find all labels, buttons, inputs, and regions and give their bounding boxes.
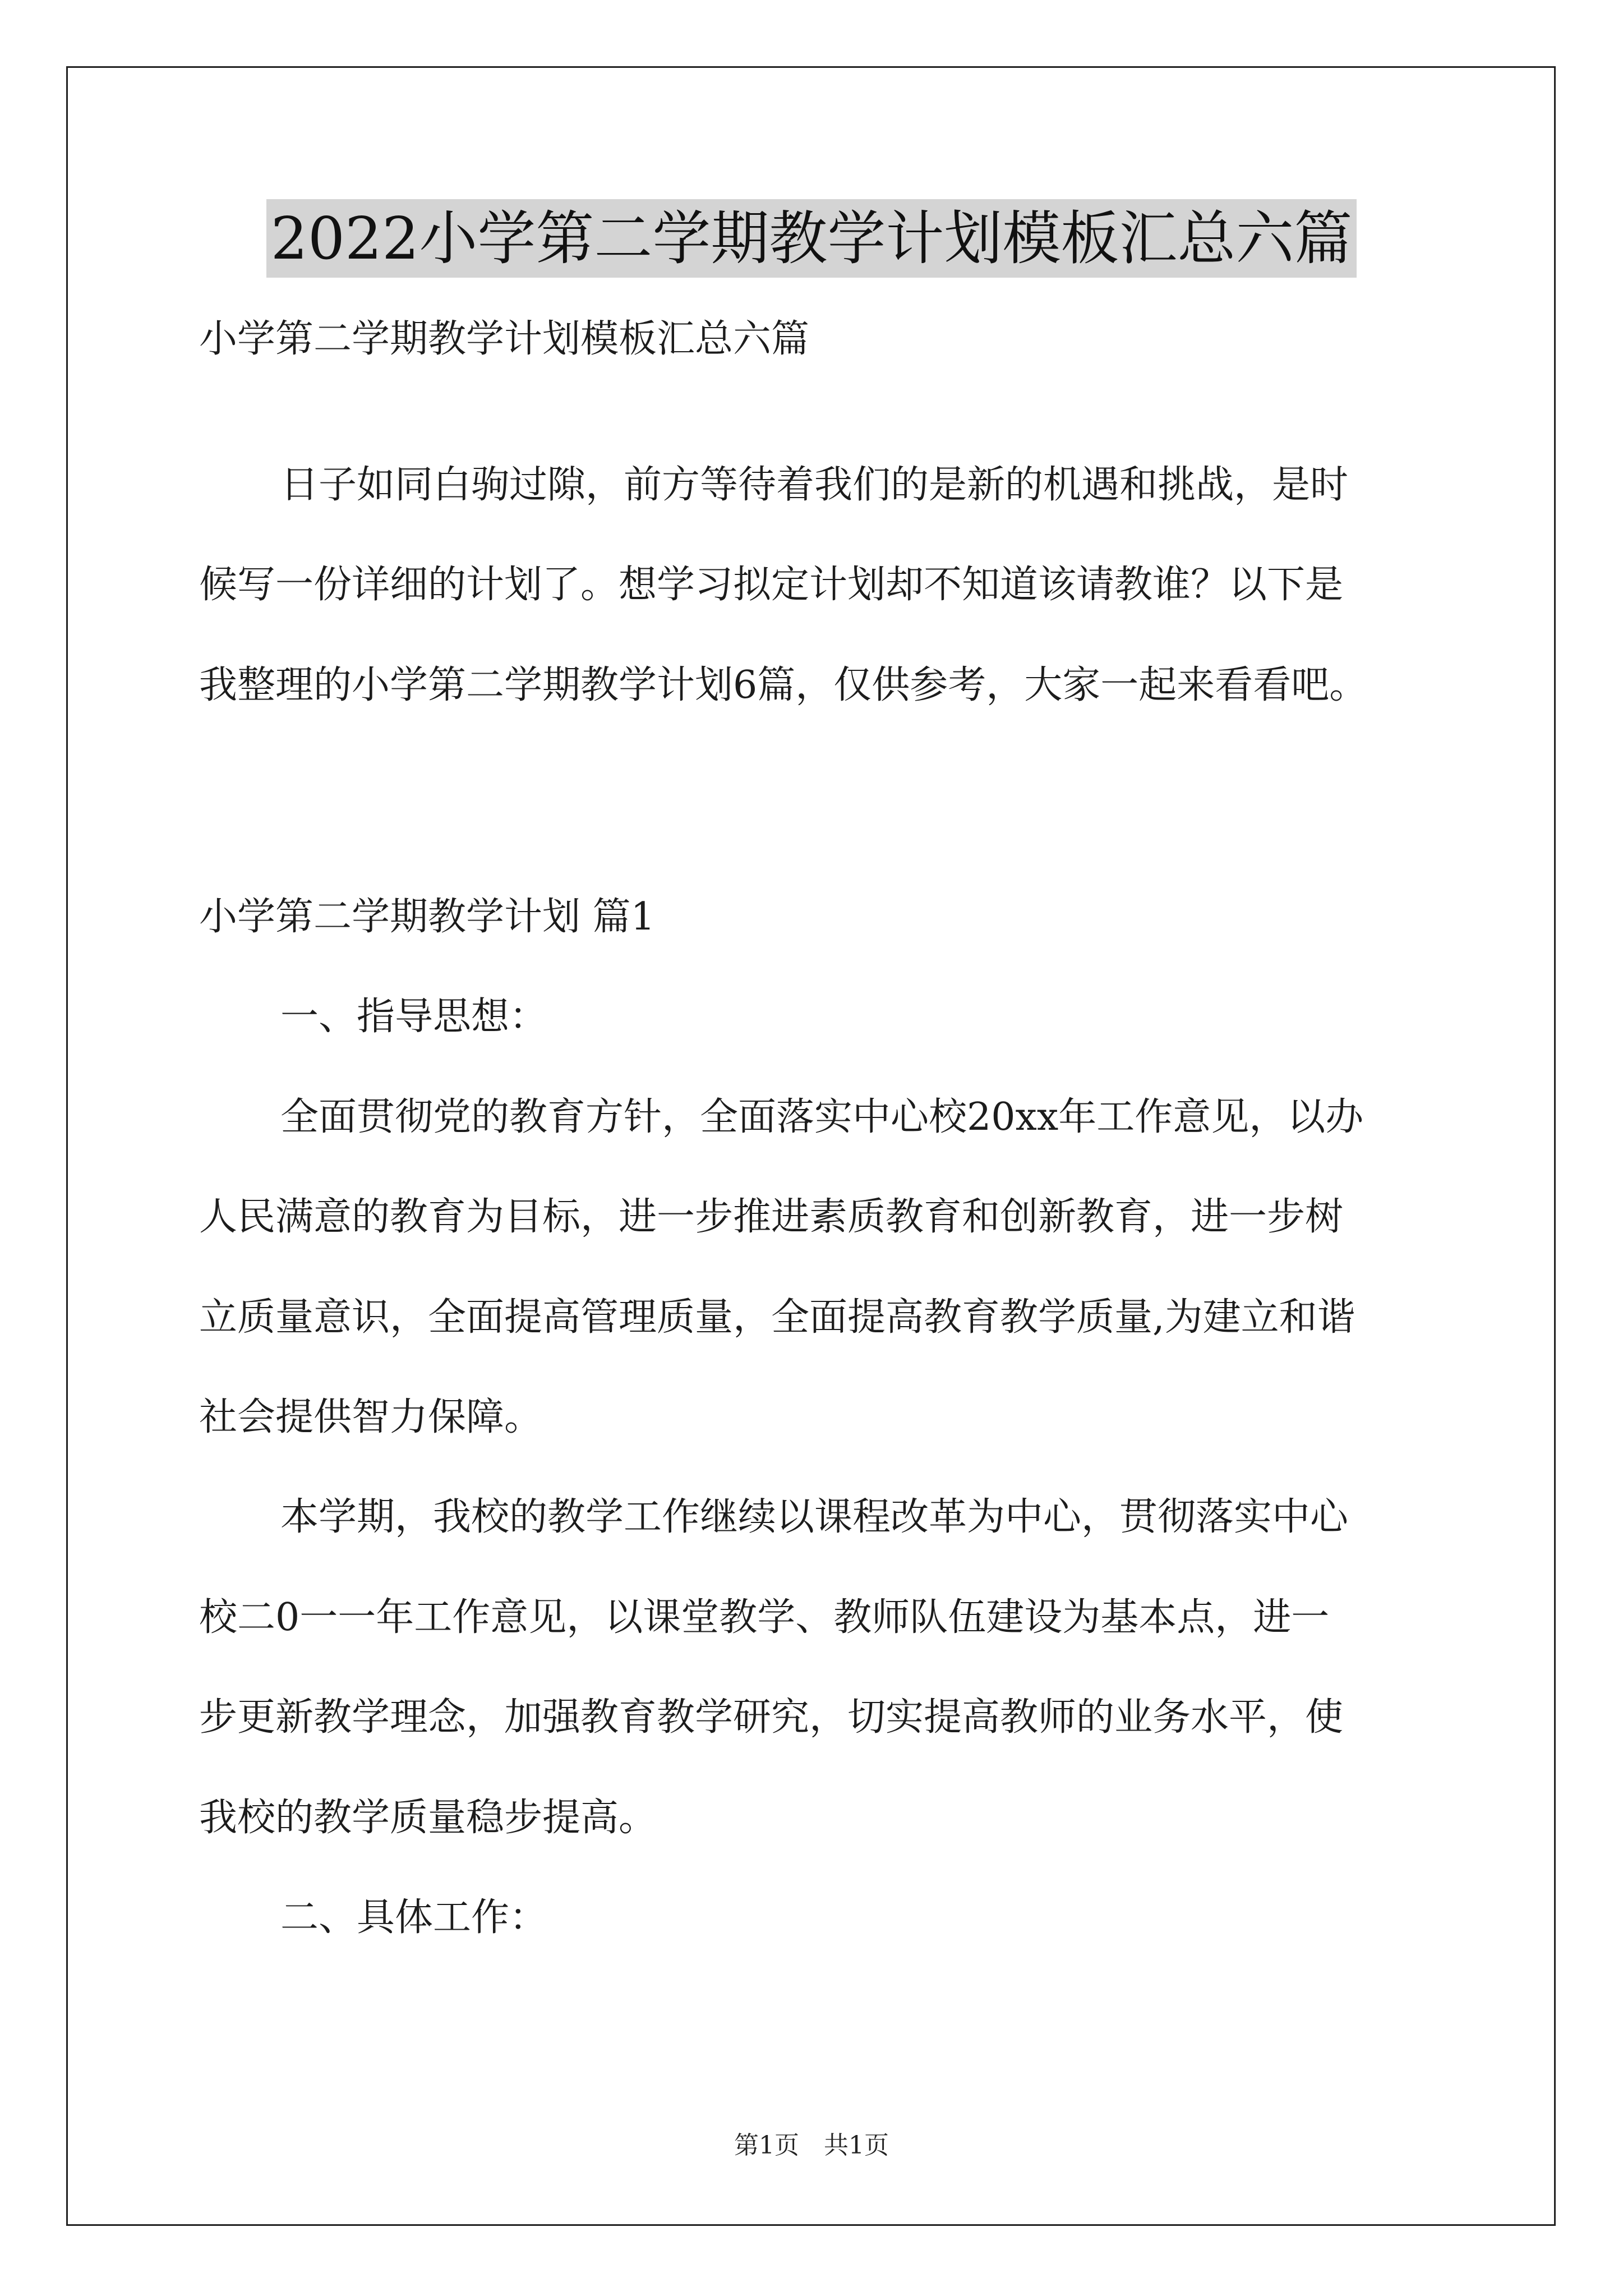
title-container — [0, 199, 1623, 278]
para1-line-2: 人民满意的教育为目标，进一步推进素质教育和创新教育，进一步树 — [199, 1195, 1344, 1239]
para1-line-1: 全面贯彻党的教育方针，全面落实中心校20xx年工作意见，以办 — [280, 1095, 1364, 1139]
heading-guiding-thought: 一、指导思想： — [280, 995, 548, 1039]
intro-line-2: 候写一份详细的计划了。想学习拟定计划却不知道该请教谁？以下是 — [199, 563, 1344, 607]
para1-line-3: 立质量意识，全面提高管理质量，全面提高教育教学质量,为建立和谐 — [199, 1295, 1355, 1340]
intro-line-3: 我整理的小学第二学期教学计划6篇，仅供参考，大家一起来看看吧。 — [199, 663, 1368, 707]
document-subtitle: 小学第二学期教学计划模板汇总六篇 — [199, 317, 810, 361]
page-footer: 第1页 共1页 — [734, 2131, 889, 2160]
intro-line-1: 日子如同白驹过隙，前方等待着我们的是新的机遇和挑战，是时 — [280, 463, 1349, 507]
section-heading: 小学第二学期教学计划 篇1 — [199, 895, 655, 939]
heading-specific-work: 二、具体工作： — [280, 1895, 548, 1940]
document-title: 2022小学第二学期教学计划模板汇总六篇 — [266, 199, 1357, 278]
para2-line-4: 我校的教学质量稳步提高。 — [199, 1796, 657, 1840]
para2-line-3: 步更新教学理念，加强教育教学研究，切实提高教师的业务水平，使 — [199, 1695, 1344, 1740]
para1-line-4: 社会提供智力保障。 — [199, 1395, 543, 1439]
para2-line-2: 校二0一一年工作意见，以课堂教学、教师队伍建设为基本点，进一 — [199, 1595, 1330, 1640]
para2-line-1: 本学期，我校的教学工作继续以课程改革为中心，贯彻落实中心 — [280, 1495, 1349, 1539]
